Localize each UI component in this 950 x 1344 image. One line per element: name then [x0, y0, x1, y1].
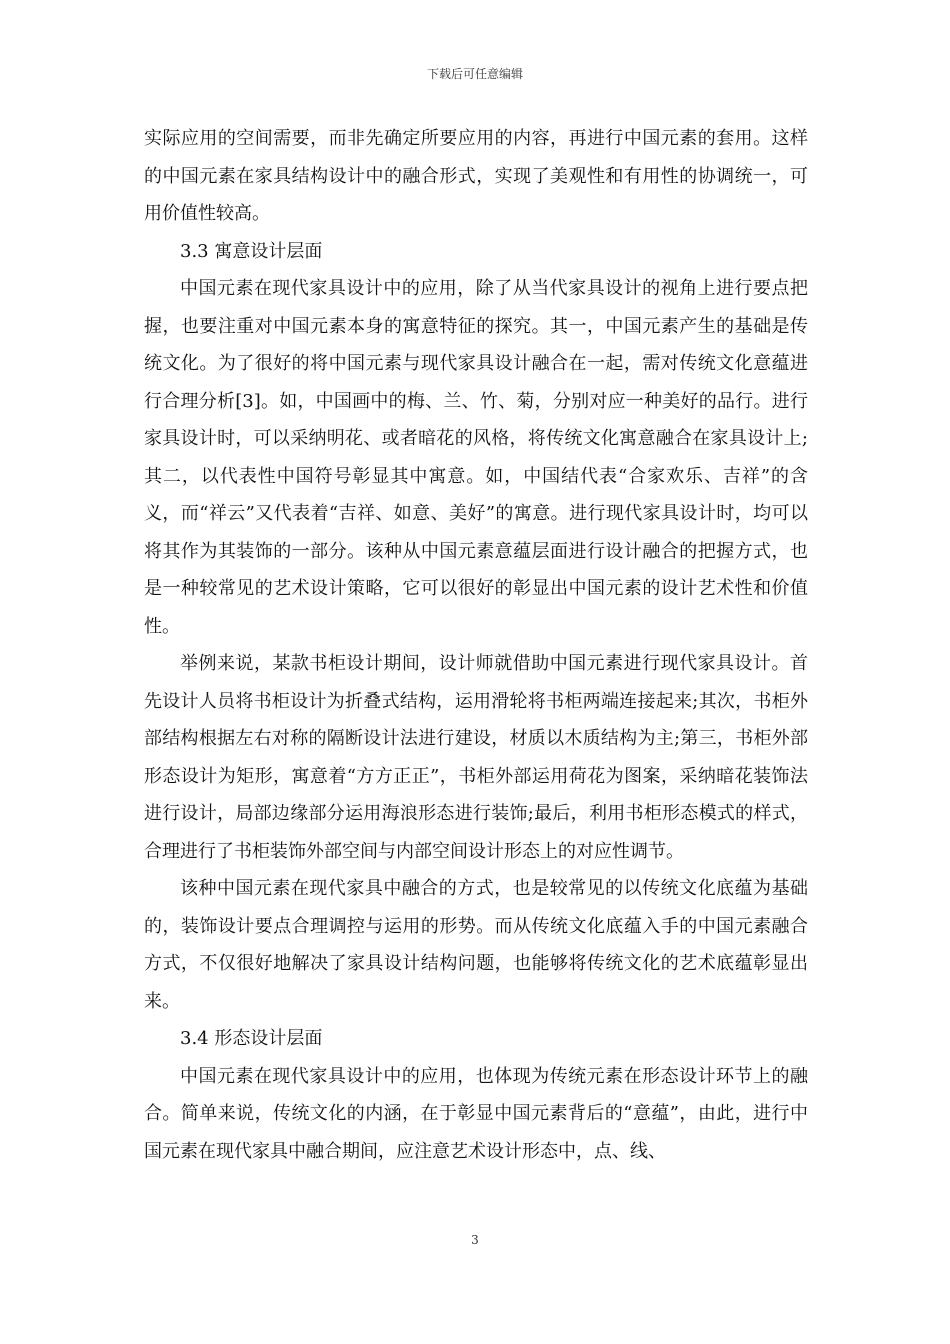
body-paragraph: 该种中国元素在现代家具中融合的方式，也是较常见的以传统文化底蕴为基础的，装饰设计要点合理调控与运用的形势。而从传统文化底蕴入手的中国元素融合方式，不仅很好地解决了家具设计结构问题，也能够将传统文化的艺术底蕴彰显出来。: [144, 878, 808, 1012]
body-paragraph: 举例来说，某款书柜设计期间，设计师就借助中国元素进行现代家具设计。首先设计人员将书柜设计为折叠式结构，运用滑轮将书柜两端连接起来;其次，书柜外部结构根据左右对称的隔断设计法进行建设，材质以木质结构为主;第三，书柜外部形态设计为矩形，寓意着“方方正正”，书柜外部运用荷花为图案，采纳暗花装饰法进行设计，局部边缘部分运用海浪形态进行装饰;最后，利用书柜形态模式的样式，合理进行了书柜装饰外部空间与内部空间设计形态上的对应性调节。: [144, 653, 808, 862]
section-heading: 3.4 形态设计层面: [180, 1028, 323, 1049]
page-header: 下载后可任意编辑: [426, 67, 523, 81]
document-body: [144, 120, 808, 1170]
body-paragraph: 中国元素在现代家具设计中的应用，也体现为传统元素在形态设计环节上的融合。简单来说，传统文化的内涵，在于彰显中国元素背后的“意蕴”，由此，进行中国元素在现代家具中融合期间，应注意艺术设计形态中，点、线、: [144, 1065, 808, 1162]
body-paragraph: 实际应用的空间需要，而非先确定所要应用的内容，再进行中国元素的套用。这样的中国元素在家具结构设计中的融合形式，实现了美观性和有用性的协调统一，可用价值性较高。: [144, 128, 808, 224]
page-number: 3: [471, 1233, 479, 1247]
section-heading: 3.3 寓意设计层面: [180, 240, 323, 262]
body-paragraph: 中国元素在现代家具设计中的应用，除了从当代家具设计的视角上进行要点把握，也要注重对中国元素本身的寓意特征的探究。其一，中国元素产生的基础是传统文化。为了很好的将中国元素与现代家具设计融合在一起，需对传统文化意蕴进行合理分析[3]。如，中国画中的梅、兰、竹、菊，分别对应一种美好的品行。进行家具设计时，可以采纳明花、或者暗花的风格，将传统文化寓意融合在家具设计上;其二，以代表性中国符号彰显其中寓意。如，中国结代表“合家欢乐、吉祥”的含义，而“祥云”又代表着“吉祥、如意、美好”的寓意。进行现代家具设计时，均可以将其作为其装饰的一部分。该种从中国元素意蕴层面进行设计融合的把握方式，也是一种较常见的艺术设计策略，它可以很好的彰显出中国元素的设计艺术性和价值性。: [144, 278, 808, 637]
